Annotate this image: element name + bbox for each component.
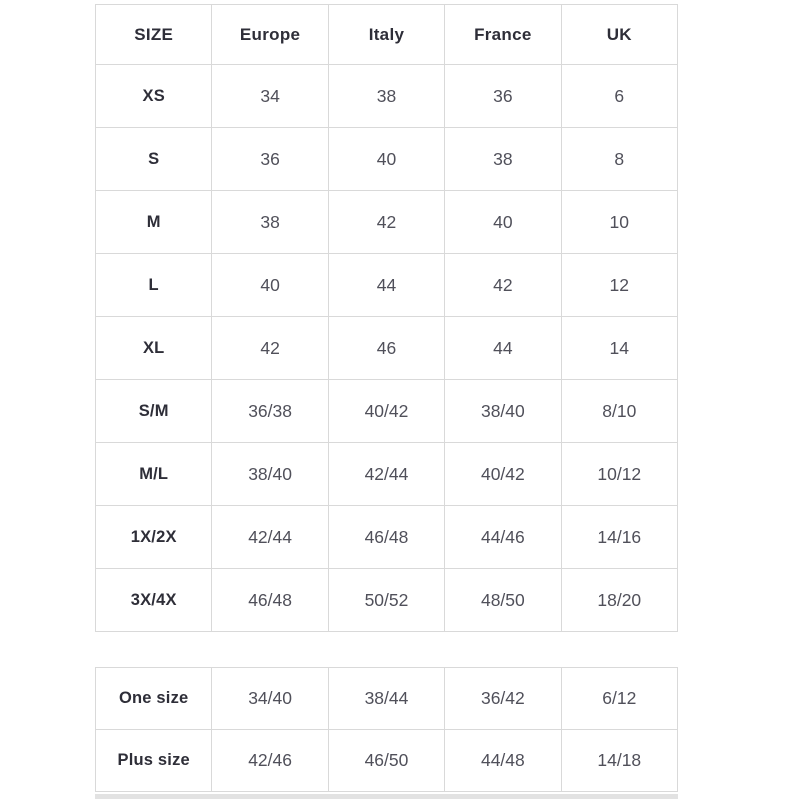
table-cell: 14 bbox=[561, 317, 677, 380]
header-row bbox=[96, 5, 678, 65]
table-cell: 38/40 bbox=[212, 443, 328, 506]
table-cell: 42/46 bbox=[212, 730, 328, 792]
table-row bbox=[96, 317, 678, 380]
table-cell: 8/10 bbox=[561, 380, 677, 443]
table-cell: 8 bbox=[561, 128, 677, 191]
table-cell: 34/40 bbox=[212, 668, 328, 730]
table-cell: 44/46 bbox=[445, 506, 561, 569]
table-cell: 34 bbox=[212, 65, 328, 128]
table-row bbox=[96, 569, 678, 632]
row-label: S bbox=[96, 128, 212, 191]
table-cell: 38 bbox=[328, 65, 444, 128]
column-header-uk: UK bbox=[561, 5, 677, 65]
table-cell: 38/44 bbox=[328, 668, 444, 730]
table-cell: 36/38 bbox=[212, 380, 328, 443]
size-conversion-chart bbox=[95, 4, 678, 799]
size-chart-main-table bbox=[95, 4, 678, 632]
table-cell: 14/16 bbox=[561, 506, 677, 569]
table-cell: 40 bbox=[212, 254, 328, 317]
table-cell: 40/42 bbox=[328, 380, 444, 443]
table-cell: 46 bbox=[328, 317, 444, 380]
row-label: M/L bbox=[96, 443, 212, 506]
row-label: L bbox=[96, 254, 212, 317]
cutoff-next-element-strip bbox=[95, 794, 678, 799]
table-cell: 44 bbox=[328, 254, 444, 317]
table-cell: 36 bbox=[445, 65, 561, 128]
table-row bbox=[96, 128, 678, 191]
table-cell: 46/48 bbox=[212, 569, 328, 632]
row-label: 1X/2X bbox=[96, 506, 212, 569]
table-row bbox=[96, 380, 678, 443]
table-cell: 48/50 bbox=[445, 569, 561, 632]
table-cell: 10 bbox=[561, 191, 677, 254]
table-cell: 36 bbox=[212, 128, 328, 191]
row-label: S/M bbox=[96, 380, 212, 443]
column-header-france: France bbox=[445, 5, 561, 65]
table-row bbox=[96, 443, 678, 506]
column-header-italy: Italy bbox=[328, 5, 444, 65]
table-cell: 12 bbox=[561, 254, 677, 317]
table-cell: 38 bbox=[212, 191, 328, 254]
table-cell: 38/40 bbox=[445, 380, 561, 443]
table-cell: 40 bbox=[328, 128, 444, 191]
column-header-size: SIZE bbox=[96, 5, 212, 65]
row-label: M bbox=[96, 191, 212, 254]
table-row bbox=[96, 254, 678, 317]
table-header bbox=[96, 5, 678, 65]
table-cell: 44 bbox=[445, 317, 561, 380]
column-header-europe: Europe bbox=[212, 5, 328, 65]
table-cell: 36/42 bbox=[445, 668, 561, 730]
table-cell: 18/20 bbox=[561, 569, 677, 632]
row-label: Plus size bbox=[96, 730, 212, 792]
table-row bbox=[96, 65, 678, 128]
row-label: One size bbox=[96, 668, 212, 730]
table-body bbox=[96, 65, 678, 632]
table-cell: 50/52 bbox=[328, 569, 444, 632]
table-cell: 14/18 bbox=[561, 730, 677, 792]
table-cell: 42 bbox=[445, 254, 561, 317]
table-row bbox=[96, 730, 678, 792]
row-label: XS bbox=[96, 65, 212, 128]
row-label: 3X/4X bbox=[96, 569, 212, 632]
table-cell: 38 bbox=[445, 128, 561, 191]
table-cell: 6 bbox=[561, 65, 677, 128]
table-cell: 40/42 bbox=[445, 443, 561, 506]
table-body bbox=[96, 668, 678, 792]
table-cell: 6/12 bbox=[561, 668, 677, 730]
table-cell: 42 bbox=[328, 191, 444, 254]
table-row bbox=[96, 668, 678, 730]
table-row bbox=[96, 506, 678, 569]
table-cell: 46/50 bbox=[328, 730, 444, 792]
table-row bbox=[96, 191, 678, 254]
row-label: XL bbox=[96, 317, 212, 380]
table-cell: 42 bbox=[212, 317, 328, 380]
table-cell: 44/48 bbox=[445, 730, 561, 792]
table-cell: 42/44 bbox=[212, 506, 328, 569]
secondary-size-chart bbox=[95, 667, 678, 792]
table-cell: 42/44 bbox=[328, 443, 444, 506]
table-cell: 40 bbox=[445, 191, 561, 254]
table-cell: 46/48 bbox=[328, 506, 444, 569]
size-chart-secondary-table bbox=[95, 667, 678, 792]
table-cell: 10/12 bbox=[561, 443, 677, 506]
